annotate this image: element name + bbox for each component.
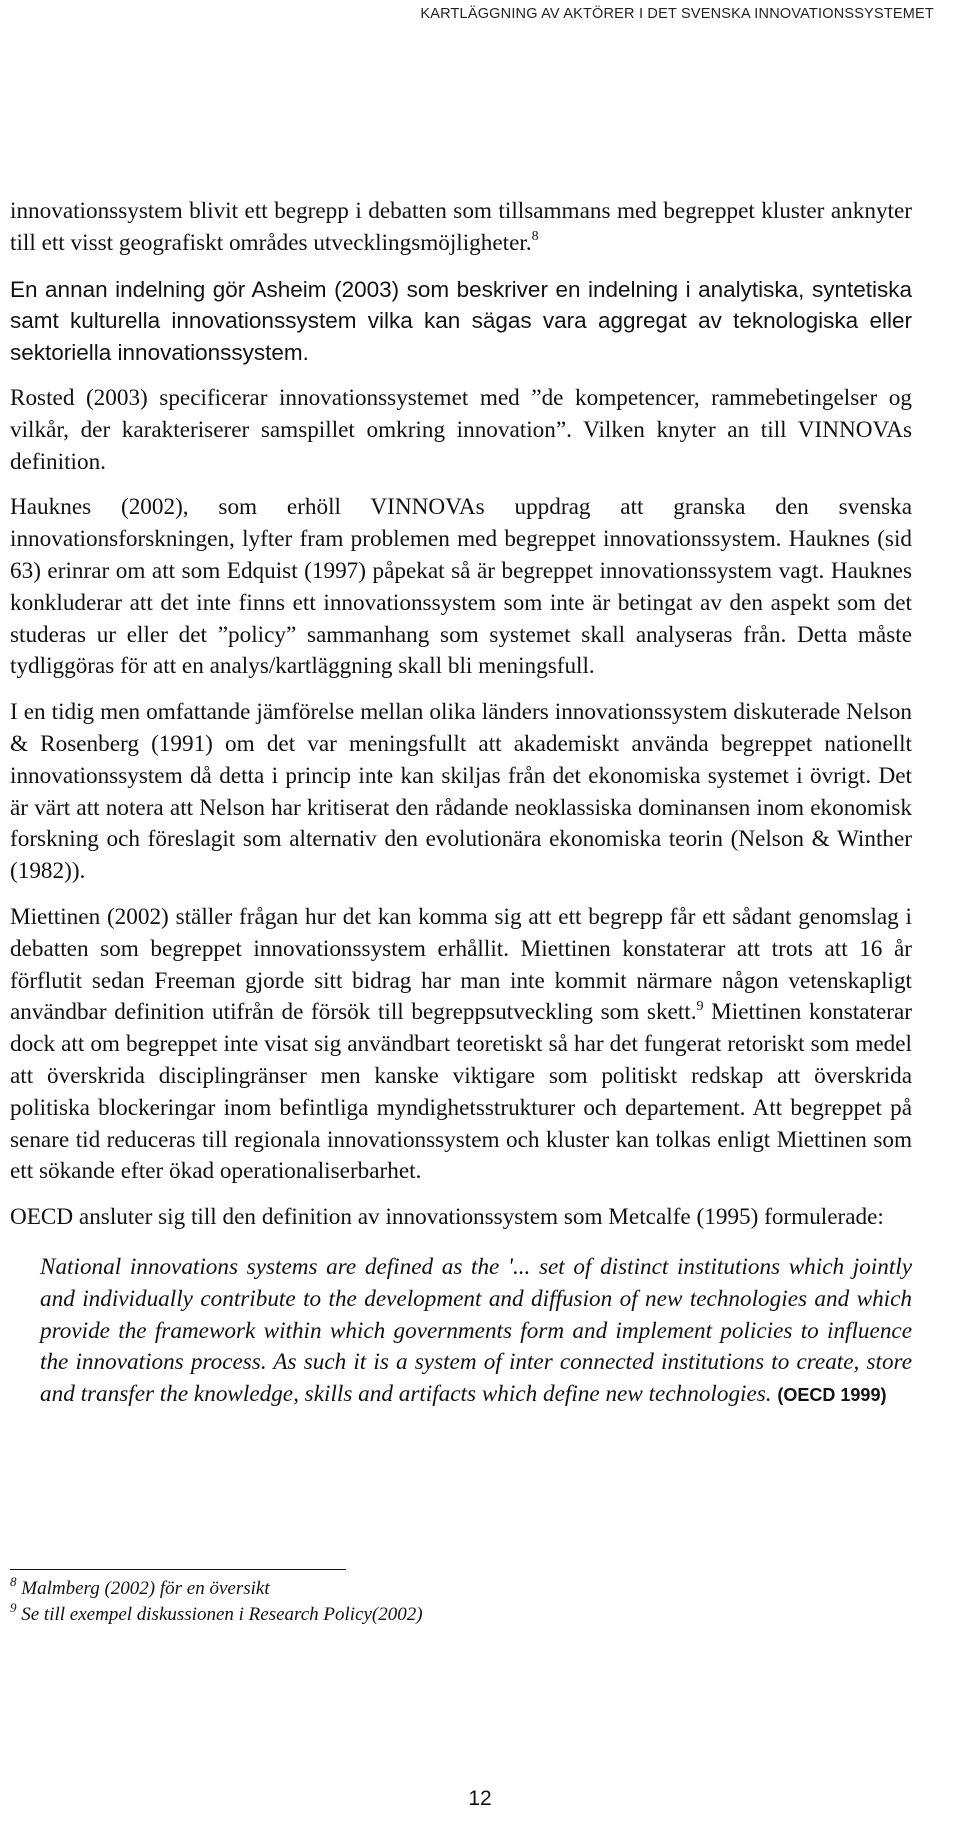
paragraph — [10, 196, 912, 260]
page-number: 12 — [468, 1787, 492, 1810]
block-quote — [40, 1252, 912, 1412]
footnotes — [10, 1573, 710, 1628]
running-header: KARTLÄGGNING AV AKTÖRER I DET SVENSKA INNOVATIONSSYSTEMET — [420, 6, 934, 22]
paragraph — [10, 902, 912, 1188]
paragraph: I en tidig men omfattande jämförelse mellan olika länders innovationssystem diskuterade Nelson & Rosenberg (1991) om det var meningsfullt att akademiskt använda begreppet nationellt innovationssystem då detta i princip inte kan skiljas från det ekonomiska systemet i övrigt. Det är värt att notera att Nelson har kritiserat den rådande neoklassiska dominansen inom ekonomisk forskning och föreslagit som alternativ den evolutionära ekonomiska teorin (Nelson & Winther (1982)). — [10, 699, 912, 885]
document-body — [10, 196, 912, 1412]
paragraph-text: Miettinen konstaterar dock att om begreppet inte visat sig användbart teoretiskt så har det fungerat retoriskt som medel att överskrida disciplingränser men kanske viktigare som politiskt redskap att överskrida politiska blockeringar inom befintliga myndighetsstrukturer och departement. Att begreppet på senare tid reduceras till regionala innovationssystem och kluster kan tolkas enligt Miettinen som ett sökande efter ökad operationaliserbarhet. — [10, 999, 912, 1185]
footnote — [10, 1573, 710, 1602]
footnote-number: 8 — [10, 1573, 17, 1589]
paragraph: En annan indelning gör Asheim (2003) som beskriver en indelning i analytiska, syntetiska samt kulturella innovationssystem vilka kan sägas vara aggregat av teknologiska eller sektoriella innovationssystem. — [10, 276, 912, 366]
footnote-ref: 9 — [696, 998, 704, 1014]
footnote-ref: 8 — [531, 229, 539, 245]
quote-citation: (OECD 1999) — [777, 1385, 887, 1406]
footnote — [10, 1599, 710, 1628]
paragraph-text: innovationssystem blivit ett begrepp i debatten som tillsammans med begreppet kluster anknyter till ett visst geografiskt områdes utvecklingsmöjligheter. — [10, 198, 912, 256]
footnote-divider — [10, 1569, 346, 1570]
paragraph: Rosted (2003) specificerar innovationssystemet med ”de kompetencer, rammebetingelser og vilkår, der karakteriserer samspillet omkring innovation”. Vilken knyter an till VINNOVAs definition. — [10, 384, 912, 475]
paragraph: Hauknes (2002), som erhöll VINNOVAs uppdrag att granska den svenska innovationsforskningen, lyfter fram problemen med begreppet innovationssystem. Hauknes (sid 63) erinrar om att som Edquist (1997) påpekat så är begreppet innovationssystem vagt. Hauknes konkluderar att det inte finns ett innovationssystem som inte är betingat av den aspekt som det studeras ur eller det ”policy” sammanhang som systemet skall analyseras från. Detta måste tydliggöras för att en analys/kartläggning skall bli meningsfull. — [10, 494, 912, 680]
quote-text: National innovations systems are defined as the '... set of distinct institutions which jointly and individually contribute to the development and diffusion of new technologies and which provide the framework within which governments form and implement policies to influence the innovations process. As such it is a system of inter connected institutions to create, store and transfer the knowledge, skills and artifacts which define new technologies. — [40, 1253, 912, 1408]
footnote-text: Malmberg (2002) för en översikt — [21, 1578, 270, 1599]
footnote-text: Se till exempel diskussionen i Research Policy(2002) — [21, 1604, 423, 1625]
paragraph: OECD ansluter sig till den definition av innovationssystem som Metcalfe (1995) formulerade: — [10, 1204, 884, 1231]
footnote-number: 9 — [10, 1599, 17, 1615]
paragraph-text: Miettinen (2002) ställer frågan hur det kan komma sig att ett begrepp får ett sådant genomslag i debatten som begreppet innovationssystem erhållit. Miettinen konstaterar att trots att 16 år förflutit sedan Freeman gjorde sitt bidrag har man inte kommit närmare någon vetenskapligt användbar definition utifrån de försök till begreppsutveckling som skett. — [10, 903, 912, 1026]
